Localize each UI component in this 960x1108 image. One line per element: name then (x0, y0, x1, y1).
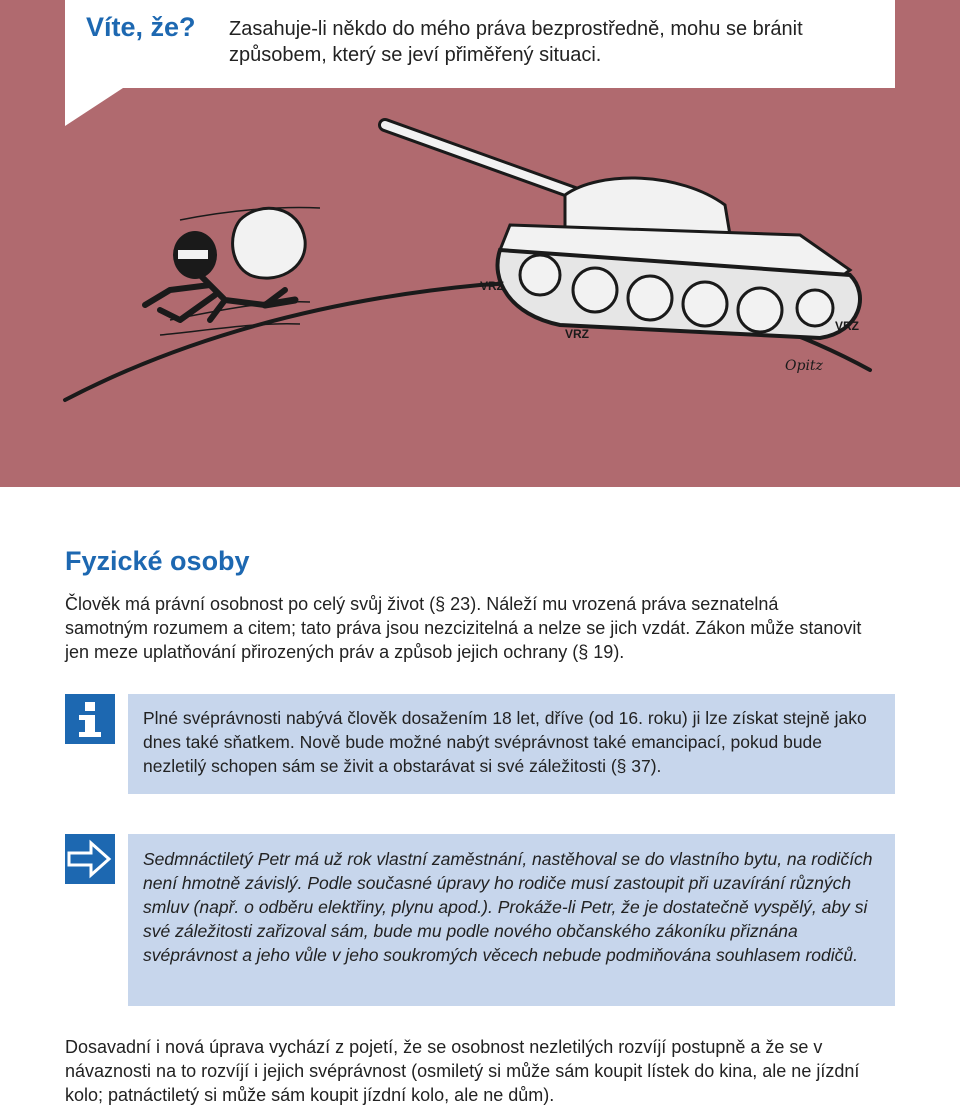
info-icon (65, 694, 115, 744)
section-title: Fyzické osoby (65, 546, 250, 576)
tank (385, 125, 860, 341)
tank-mark: VRZ (835, 319, 859, 333)
callout-text: Zasahuje-li někdo do mého práva bezprostředně, mohu se bránit způsobem, který se jeví přiměřený situaci. (229, 18, 803, 66)
cartoon-illustration (60, 110, 900, 430)
thief-figure (145, 208, 305, 320)
info-box (128, 694, 895, 794)
artist-signature: Opitz (785, 358, 823, 374)
intro-paragraph: Člověk má právní osobnost po celý svůj život (§ 23). Náleží mu vrozená práva seznatelná samotným rozumem a citem; tato práva jsou nezcizitelná a nelze se jich vzdát. Zákon může stanovit jen meze uplatňování přirozených práv a způsob jejich ochrany (§ 19). (65, 594, 862, 662)
tank-mark: VRZ (480, 279, 504, 293)
arrow-right-icon (65, 834, 115, 884)
callout-title: Víte, že? (86, 12, 196, 42)
example-box-text: Sedmnáctiletý Petr má už rok vlastní zaměstnání, nastěhoval se do vlastního bytu, na rodičích není hmotně závislý. Podle současné úpravy ho rodiče musí zastoupit při uzavírání různých smluv (např. o odběru elektřiny, plynu apod.). Prokáže-li Petr, že je dostatečně vyspělý, aby si své záležitosti zařizoval sám, bude mu podle nového občanského zákoníku přiznána svéprávnost a jeho vůle v jeho soukromých věcech nebude podmiňována souhlasem rodičů. (143, 849, 873, 965)
info-box-text: Plné svéprávnosti nabývá člověk dosažením 18 let, dříve (od 16. roku) ji lze získat stejně jako dnes také sňatkem. Nově bude možné nabýt svéprávnost také emancipací, pokud bude nezletilý schopen sám se živit a obstarávat si své záležitosti (§ 37). (143, 708, 867, 776)
tank-mark: VRZ (565, 327, 589, 341)
closing-paragraph: Dosavadní i nová úprava vychází z pojetí, že se osobnost nezletilých rozvíjí postupně a že se v návaznosti na to rozvíjí i jejich svéprávnost (osmiletý si může sám koupit lístek do kina, ale ne jízdní kolo; patnáctiletý si může sám koupit jízdní kolo, ale ne dům). (65, 1037, 860, 1105)
example-box (128, 834, 895, 1006)
